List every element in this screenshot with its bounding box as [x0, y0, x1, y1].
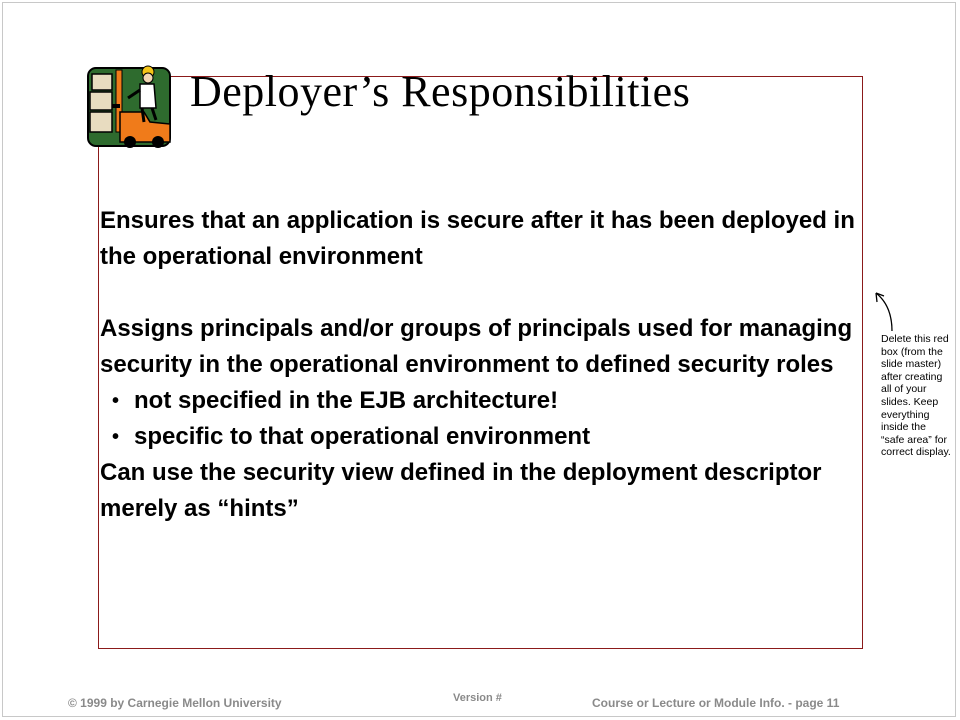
- bullet-item: [100, 383, 860, 419]
- forklift-worker-icon: [84, 64, 174, 150]
- bullet-text: not specified in the EJB architecture!: [134, 387, 559, 414]
- bullet-dot-icon: •: [112, 390, 120, 412]
- bullet-dot-icon: •: [112, 426, 120, 448]
- slide-body: [100, 203, 860, 527]
- paragraph-security-view-hints: Can use the security view defined in the deployment descriptor merely as “hints”: [100, 459, 822, 522]
- footer-course-info: Course or Lecture or Module Info. - page 11: [592, 696, 840, 710]
- bullet-item: [100, 419, 860, 455]
- bullet-text: specific to that operational environment: [134, 423, 591, 450]
- paragraph-assigns-principals: Assigns principals and/or groups of principals used for managing security in the operational environment to defined security roles: [100, 315, 853, 378]
- footer-version: Version #: [453, 692, 502, 704]
- footer-copyright: © 1999 by Carnegie Mellon University: [68, 696, 282, 710]
- curved-arrow-icon: [868, 285, 898, 333]
- paragraph-ensures-security: Ensures that an application is secure after it has been deployed in the operational environment: [100, 207, 855, 270]
- slide-title: Deployer’s Responsibilities: [190, 67, 691, 116]
- safe-area-note: Delete this red box (from the slide master) after creating all of your slides. Keep everything inside the “safe area” for correct display.: [881, 333, 951, 459]
